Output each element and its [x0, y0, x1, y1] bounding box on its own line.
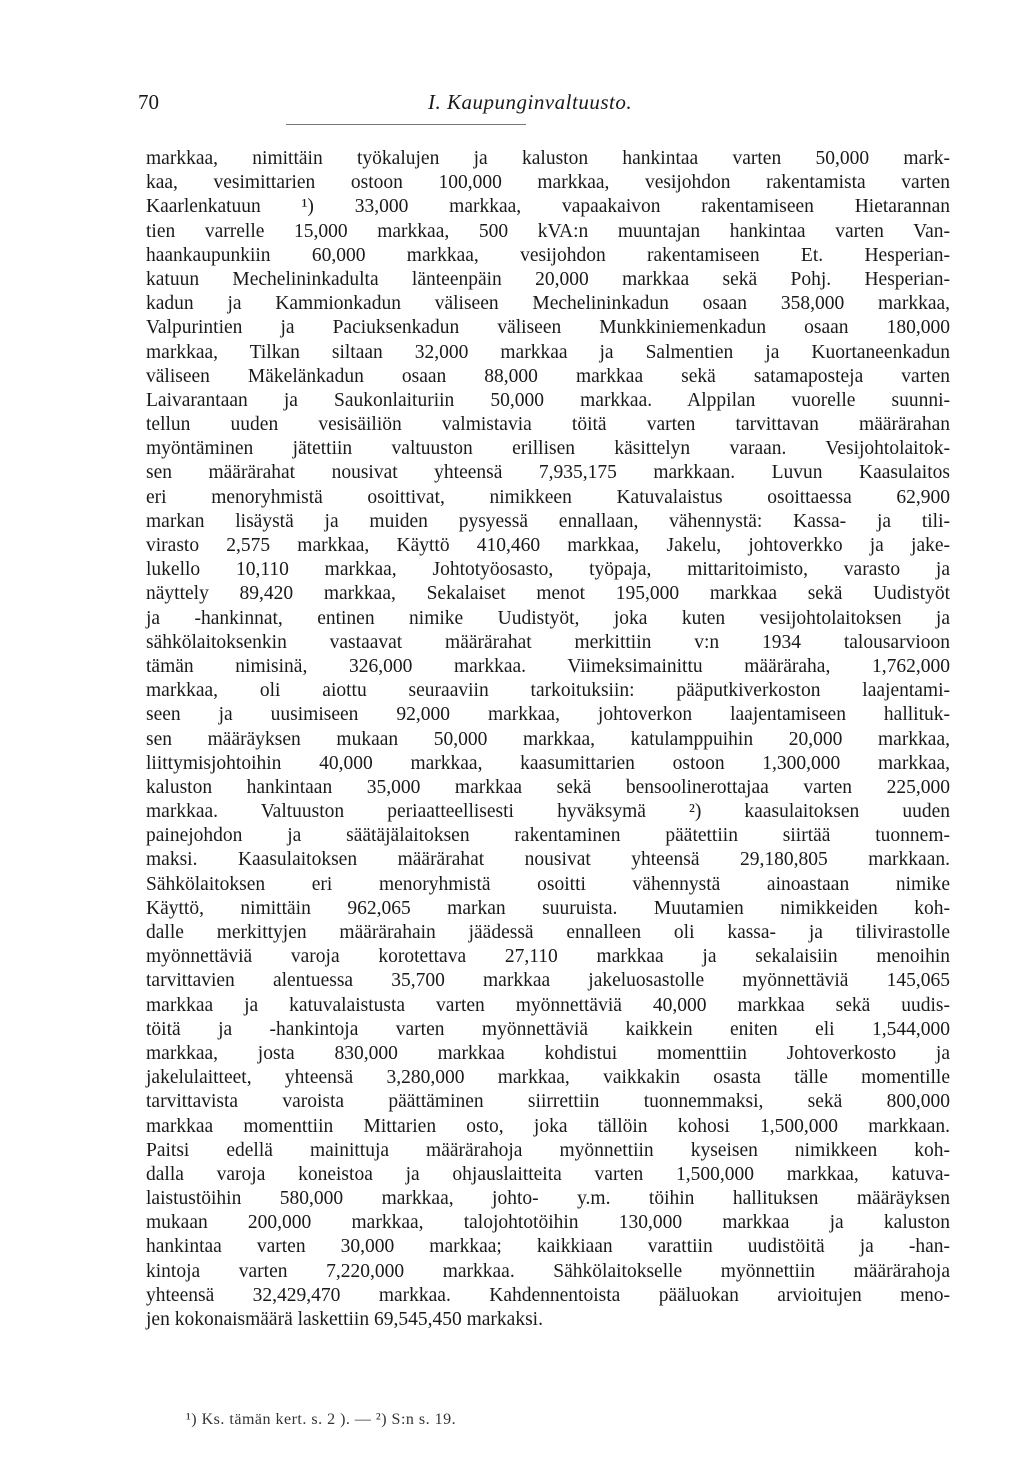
body-line: Kaarlenkatuun ¹) 33,000 markkaa, vapaakaivon rakentamiseen Hietarannan: [146, 196, 950, 218]
body-line: myönnettäviä varoja korotettava 27,110 markkaa ja sekalaisiin menoihin: [146, 946, 950, 968]
body-line: lukello 10,110 markkaa, Johtotyöosasto, työpaja, mittaritoimisto, varasto ja: [146, 559, 950, 581]
body-line: painejohdon ja säätäjälaitoksen rakentaminen päätettiin siirtää tuonnem-: [146, 825, 950, 847]
body-line: tarvittavista varoista päättäminen siirrettiin tuonnemmaksi, sekä 800,000: [146, 1091, 950, 1113]
body-line: myöntäminen jätettiin valtuuston erillisen käsittelyn varaan. Vesijohtolaitok-: [146, 438, 950, 460]
body-line: haankaupunkiin 60,000 markkaa, vesijohdon rakentamiseen Et. Hesperian-: [146, 244, 950, 266]
body-line: kaa, vesimittarien ostoon 100,000 markkaa, vesijohdon rakentamista varten: [146, 172, 950, 194]
body-line: markkaa, Tilkan siltaan 32,000 markkaa ja Salmentien ja Kuortaneenkadun: [146, 341, 950, 363]
body-line: markkaa, nimittäin työkalujen ja kaluston hankintaa varten 50,000 mark-: [146, 148, 950, 169]
body-line: tämän nimisinä, 326,000 markkaa. Viimeksimainittu määräraha, 1,762,000: [146, 655, 950, 677]
body-line: katuun Mechelininkadulta länteenpäin 20,000 markkaa sekä Pohj. Hesperian-: [146, 268, 950, 290]
body-line: seen ja uusimiseen 92,000 markkaa, johtoverkon laajentamiseen hallituk-: [146, 704, 950, 726]
running-title: I. Kaupunginvaltuusto.: [428, 90, 633, 114]
page-header: [138, 86, 948, 118]
body-line: markkaa, josta 830,000 markkaa kohdistui momenttiin Johtoverkosto ja: [146, 1042, 950, 1064]
body-line: sähkölaitoksenkin vastaavat määrärahat merkittiin v:n 1934 talousarvioon: [146, 631, 950, 653]
body-line: markan lisäystä ja muiden pysyessä ennallaan, vähennystä: Kassa- ja tili-: [146, 510, 950, 532]
body-line: dalla varoja koneistoa ja ohjauslaitteita varten 1,500,000 markkaa, katuva-: [146, 1163, 950, 1185]
body-line: kintoja varten 7,220,000 markkaa. Sähkölaitokselle myönnettiin määrärahoja: [146, 1260, 950, 1282]
body-line: Laivarantaan ja Saukonlaituriin 50,000 markkaa. Alppilan vuorelle suunni-: [146, 389, 950, 411]
body-line: tien varrelle 15,000 markkaa, 500 kVA:n muuntajan hankintaa varten Van-: [146, 220, 950, 242]
body-line: hankintaa varten 30,000 markkaa; kaikkiaan varattiin uudistöitä ja -han-: [146, 1236, 950, 1258]
body-line: mukaan 200,000 markkaa, talojohtotöihin 130,000 markkaa ja kaluston: [146, 1212, 950, 1234]
body-line: ja -hankinnat, entinen nimike Uudistyöt, joka kuten vesijohtolaitoksen ja: [146, 607, 950, 629]
body-line: markkaa, oli aiottu seuraaviin tarkoituksiin: pääputkiverkoston laajentami-: [146, 680, 950, 702]
body-line: Käyttö, nimittäin 962,065 markan suuruista. Muutamien nimikkeiden koh-: [146, 897, 950, 919]
body-line: sen määräyksen mukaan 50,000 markkaa, katulamppuihin 20,000 markkaa,: [146, 728, 950, 750]
body-line: sen määrärahat nousivat yhteensä 7,935,175 markkaan. Luvun Kaasulaitos: [146, 462, 950, 484]
body-line: markkaa. Valtuuston periaatteellisesti hyväksymä ²) kaasulaitoksen uuden: [146, 801, 950, 823]
body-line: tellun uuden vesisäiliön valmistavia töitä varten tarvittavan määrärahan: [146, 414, 950, 436]
body-line: dalle merkittyjen määrärahain jäädessä ennalleen oli kassa- ja tilivirastolle: [146, 922, 950, 943]
body-line: yhteensä 32,429,470 markkaa. Kahdennentoista pääluokan arvioitujen meno-: [146, 1284, 950, 1306]
body-line: markkaa ja katuvalaistusta varten myönnettäviä 40,000 markkaa sekä uudis-: [146, 994, 950, 1016]
body-text: [146, 147, 950, 1332]
body-line: kaluston hankintaan 35,000 markkaa sekä bensoolinerottajaa varten 225,000: [146, 776, 950, 798]
body-line: kadun ja Kammionkadun väliseen Mechelininkadun osaan 358,000 markkaa,: [146, 293, 950, 315]
body-line: jakelulaitteet, yhteensä 3,280,000 markkaa, vaikkakin osasta tälle momentille: [146, 1067, 950, 1089]
header-rule: [286, 124, 526, 125]
body-line: Sähkölaitoksen eri menoryhmistä osoitti vähennystä ainoastaan nimike: [146, 873, 950, 895]
body-line: Paitsi edellä mainittuja määrärahoja myönnettiin kyseisen nimikkeen koh-: [146, 1139, 950, 1161]
body-line: markkaa momenttiin Mittarien osto, joka tällöin kohosi 1,500,000 markkaan.: [146, 1115, 950, 1137]
page-number: 70: [138, 90, 159, 114]
body-line: näyttely 89,420 markkaa, Sekalaiset menot 195,000 markkaa sekä Uudistyöt: [146, 583, 950, 605]
footnotes: ¹) Ks. tämän kert. s. 2 ). — ²) S:n s. 19.: [186, 1411, 457, 1428]
body-line: maksi. Kaasulaitoksen määrärahat nousivat yhteensä 29,180,805 markkaan.: [146, 849, 950, 871]
body-line: jen kokonaismäärä laskettiin 69,545,450 markaksi.: [146, 1309, 543, 1330]
body-line: laistustöihin 580,000 markkaa, johto- y.m. töihin hallituksen määräyksen: [146, 1188, 950, 1210]
body-line: tarvittavien alentuessa 35,700 markkaa jakeluosastolle myönnettäviä 145,065: [146, 970, 950, 992]
body-line: liittymisjohtoihin 40,000 markkaa, kaasumittarien ostoon 1,300,000 markkaa,: [146, 752, 950, 774]
body-line: Valpurintien ja Paciuksenkadun väliseen Munkkiniemenkadun osaan 180,000: [146, 317, 950, 339]
body-line: virasto 2,575 markkaa, Käyttö 410,460 markkaa, Jakelu, johtoverkko ja jake-: [146, 535, 950, 556]
body-line: väliseen Mäkelänkadun osaan 88,000 markkaa sekä satamaposteja varten: [146, 365, 950, 387]
body-line: eri menoryhmistä osoittivat, nimikkeen Katuvalaistus osoittaessa 62,900: [146, 486, 950, 508]
body-line: töitä ja -hankintoja varten myönnettäviä kaikkein eniten eli 1,544,000: [146, 1018, 950, 1040]
